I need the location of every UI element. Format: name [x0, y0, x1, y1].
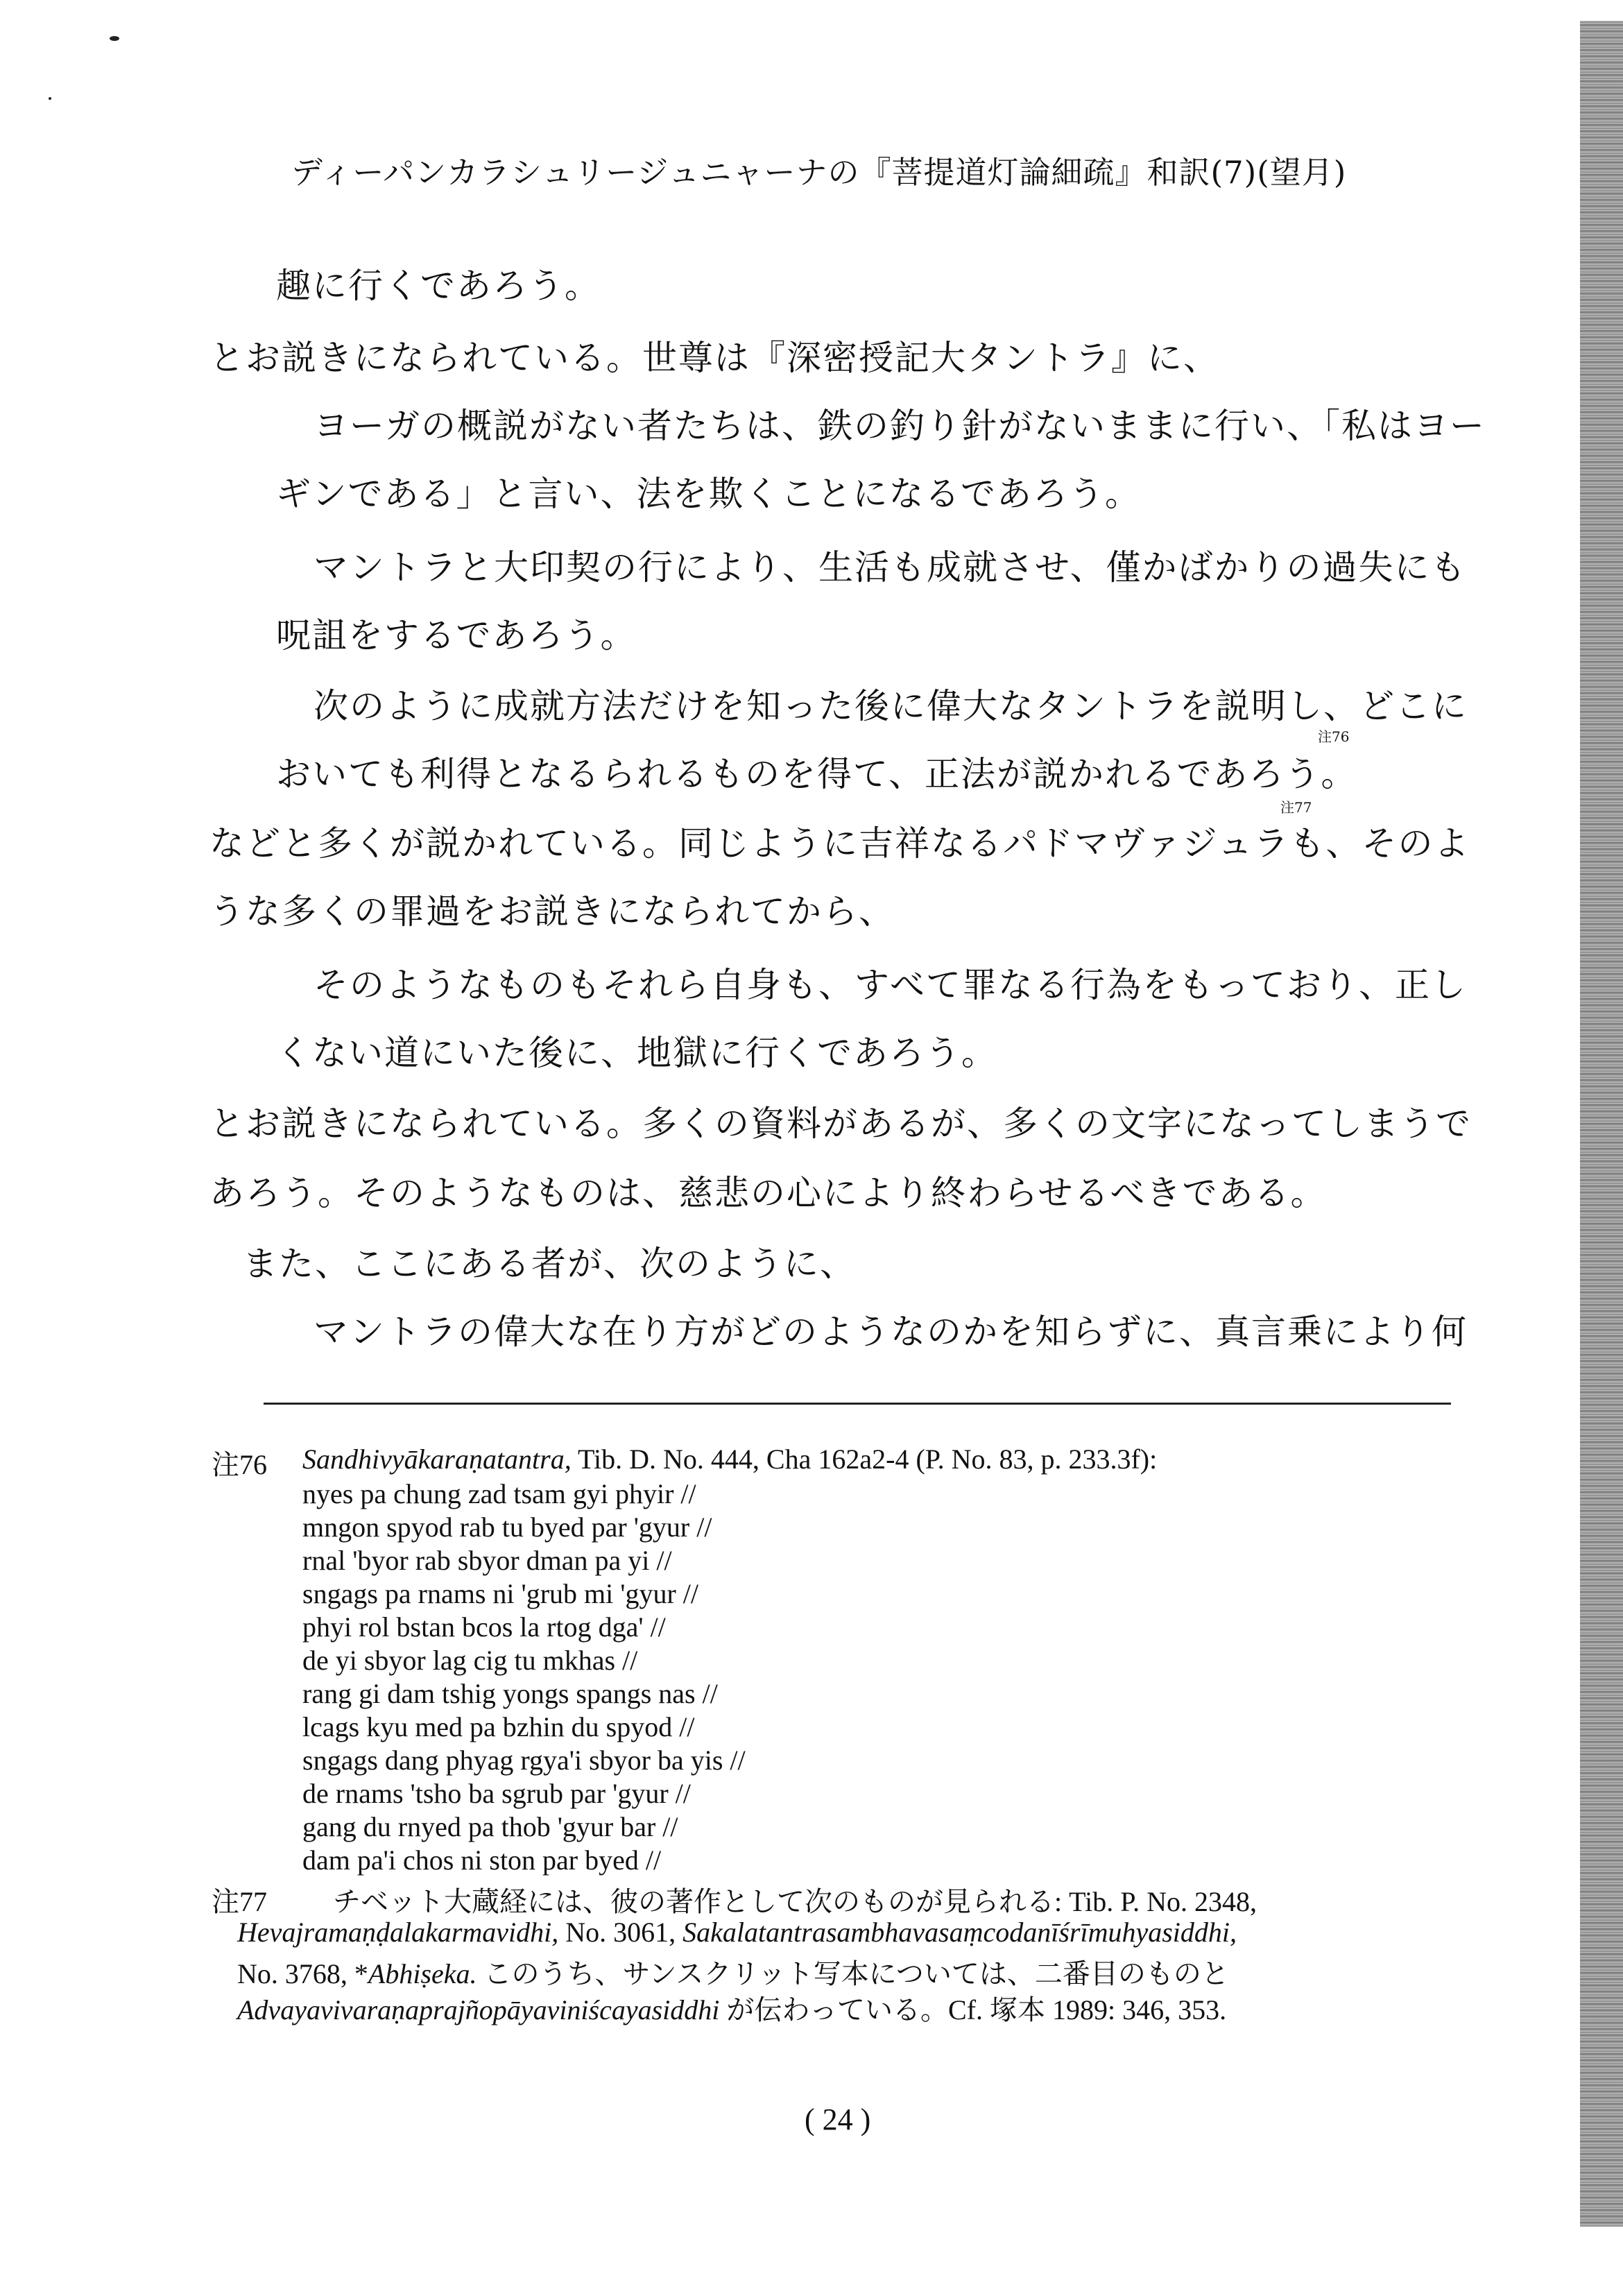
footnote-77-label: 注77 — [212, 1886, 267, 1917]
footnote-76-verse: lcags kyu med pa bzhin du spyod // — [302, 1711, 695, 1742]
body-line: マントラと大印契の行により、生活も成就させ、僅かばかりの過失にも — [314, 547, 1467, 588]
footnote-77-title: Abhiṣeka. — [368, 1958, 477, 1989]
footnote-77-title: Hevajramaṇḍalakarmavidhi, — [237, 1917, 559, 1948]
note-mark-77: 注77 — [1280, 799, 1312, 816]
body-line: などと多くが説かれている。同じように吉祥なるパドマヴァジュラも、そのよ — [209, 823, 1470, 864]
body-line: ギンである」と言い、法を欺くことになるであろう。 — [276, 474, 1141, 514]
body-line: くない道にいた後に、地獄に行くであろう。 — [276, 1033, 997, 1073]
scan-edge-shadow — [1580, 21, 1623, 2227]
footnote-76-verse: dam pa'i chos ni ston par byed // — [302, 1844, 662, 1876]
footnote-77-title: Sakalatantrasambhavasaṃcodanīśrīmuhyasiddhi, — [682, 1917, 1237, 1948]
footnote-76-verse: mngon spyod rab tu byed par 'gyur // — [302, 1511, 712, 1543]
body-line: マントラの偉大な在り方がどのようなのかを知らずに、真言乗により何 — [314, 1312, 1468, 1352]
footnote-76-verse: gang du rnyed pa thob 'gyur bar // — [302, 1811, 678, 1842]
scan-speck — [110, 36, 119, 41]
footnote-77-text: No. 3061, — [558, 1917, 683, 1948]
body-line: うな多くの罪過をお説きになられてから、 — [209, 891, 895, 932]
footnote-76-verse: sngags pa rnams ni 'grub mi 'gyur // — [302, 1578, 699, 1609]
footnote-76-verse: nyes pa chung zad tsam gyi phyir // — [302, 1478, 696, 1509]
body-line: とお説きになられている。世尊は『深密授記大タントラ』に、 — [209, 338, 1219, 378]
footnote-76-ref: Tib. D. No. 444, Cha 162a2-4 (P. No. 83, p. 233.3f): — [578, 1443, 1158, 1475]
footnote-77-text: このうち、サンスクリット写本については、二番目のものと — [476, 1958, 1229, 1989]
footnote-76-title: Sandhivyākaraṇatantra, — [302, 1443, 572, 1475]
body-line: また、ここにある者が、次のように、 — [243, 1244, 856, 1284]
body-line: おいても利得となるられるものを得て、正法が説かれるであろう。 — [276, 754, 1357, 794]
footnote-76-citation — [302, 1443, 1157, 1475]
body-line: 呪詛をするであろう。 — [276, 615, 637, 656]
scan-speck — [49, 97, 51, 100]
footnote-76-verse: rang gi dam tshig yongs spangs nas // — [302, 1678, 718, 1709]
body-line: ヨーガの概説がない者たちは、鉄の釣り針がないままに行い、「私はヨー — [314, 406, 1486, 446]
body-line: 趣に行くであろう。 — [276, 266, 601, 306]
body-line: とお説きになられている。多くの資料があるが、多くの文字になってしまうで — [209, 1104, 1472, 1144]
footnote-76-verse: de yi sbyor lag cig tu mkhas // — [302, 1645, 638, 1676]
footnote-77-title: Advayavivaraṇaprajñopāyaviniścayasiddhi — [237, 1994, 720, 2025]
running-header: ディーパンカラシュリージュニャーナの『菩提道灯論細疏』和訳(7)(望月) — [291, 154, 1347, 191]
footnote-76-verse: phyi rol bstan bcos la rtog dga' // — [302, 1611, 666, 1643]
footnote-77-line: チベット大蔵経には、彼の著作として次のものが見られる: Tib. P. No. 2348, — [333, 1886, 1257, 1917]
footnote-76-verse: sngags dang phyag rgya'i sbyor ba yis // — [302, 1745, 746, 1776]
body-line: あろう。そのようなものは、慈悲の心により終わらせるべきである。 — [209, 1173, 1327, 1213]
footnote-77-line — [237, 1952, 1229, 1991]
body-line: そのようなものもそれら自身も、すべて罪なる行為をもっており、正し — [314, 965, 1467, 1005]
footnote-77-text: No. 3768, * — [237, 1958, 368, 1989]
page-number: ( 24 ) — [805, 2102, 871, 2136]
footnote-76-label: 注76 — [212, 1449, 267, 1480]
footnote-76-verse: de rnams 'tsho ba sgrub par 'gyur // — [302, 1778, 691, 1809]
footnote-76-verse: rnal 'byor rab sbyor dman pa yi // — [302, 1545, 672, 1576]
footnote-77-text: が伝わっている。Cf. 塚本 1989: 346, 353. — [719, 1994, 1227, 2025]
footnote-77-line — [237, 1916, 1237, 1948]
footnote-rule — [264, 1403, 1451, 1405]
body-line: 次のように成就方法だけを知った後に偉大なタントラを説明し、どこに — [314, 686, 1468, 726]
note-mark-76: 注76 — [1318, 728, 1350, 745]
footnote-77-line — [237, 1988, 1226, 2028]
